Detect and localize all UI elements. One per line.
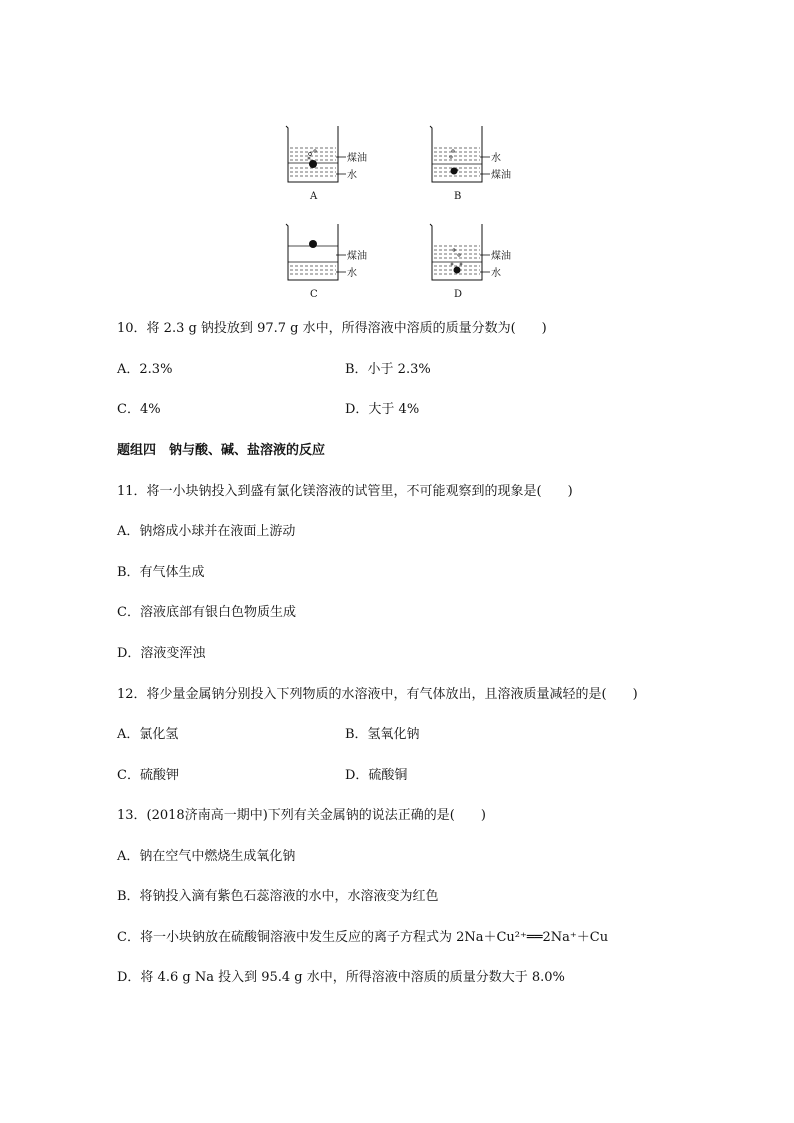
question-11-stem: 11．将一小块钠投入到盛有氯化镁溶液的试管里，不可能观察到的现象是( ): [117, 484, 573, 499]
beaker-figure-a: [280, 124, 400, 204]
question-10-stem: 10．将 2.3 g 钠投放到 97.7 g 水中，所得溶液中溶质的质量分数为( ): [117, 321, 547, 336]
question-12-option-c: C．硫酸钾: [117, 768, 179, 783]
figure-d-bottom-label: 水: [491, 268, 501, 279]
question-12-option-a: A．氯化氢: [117, 727, 179, 742]
question-11-option-a: A．钠熔成小球并在液面上游动: [117, 524, 296, 539]
question-10-option-c: C．4%: [117, 402, 161, 417]
question-13-option-d: D．将 4.6 g Na 投入到 95.4 g 水中，所得溶液中溶质的质量分数大于 8.0%: [117, 970, 565, 985]
question-10-option-d: D．大于 4%: [345, 402, 420, 417]
question-11-option-c: C．溶液底部有银白色物质生成: [117, 605, 296, 620]
question-13-stem: 13．(2018济南高一期中)下列有关金属钠的说法正确的是( ): [117, 808, 486, 823]
beaker-figure-d: [424, 222, 544, 302]
question-12-option-d: D．硫酸铜: [345, 768, 408, 783]
figure-c-top-label: 煤油: [347, 251, 367, 262]
question-11-option-d: D．溶液变浑浊: [117, 646, 206, 661]
question-10-option-a: A．2.3%: [117, 362, 173, 377]
figure-b-bottom-label: 煤油: [491, 170, 511, 181]
group-4-heading: 题组四 钠与酸、碱、盐溶液的反应: [117, 443, 326, 458]
figure-b-caption: B: [454, 191, 462, 202]
question-12-option-b: B．氢氧化钠: [345, 727, 420, 742]
figure-b-top-label: 水: [491, 153, 501, 164]
figure-a-top-label: 煤油: [347, 153, 367, 164]
beaker-figure-c: [280, 222, 400, 302]
beaker-figure-b: [424, 124, 544, 204]
question-13-option-c: C．将一小块钠放在硫酸铜溶液中发生反应的离子方程式为 2Na＋Cu²⁺══2Na⁺＋Cu: [117, 930, 609, 945]
question-13-option-a: A．钠在空气中燃烧生成氧化钠: [117, 849, 296, 864]
figure-c-caption: C: [310, 289, 318, 300]
question-11-option-b: B．有气体生成: [117, 565, 205, 580]
question-13-option-b: B．将钠投入滴有紫色石蕊溶液的水中，水溶液变为红色: [117, 889, 439, 904]
figure-a-caption: A: [310, 191, 318, 202]
question-12-stem: 12．将少量金属钠分别投入下列物质的水溶液中，有气体放出，且溶液质量减轻的是( ): [117, 687, 638, 702]
question-10-option-b: B．小于 2.3%: [345, 362, 431, 377]
figure-d-top-label: 煤油: [491, 251, 511, 262]
figure-c-bottom-label: 水: [347, 268, 357, 279]
figure-d-caption: D: [454, 289, 463, 300]
figure-a-bottom-label: 水: [347, 170, 357, 181]
